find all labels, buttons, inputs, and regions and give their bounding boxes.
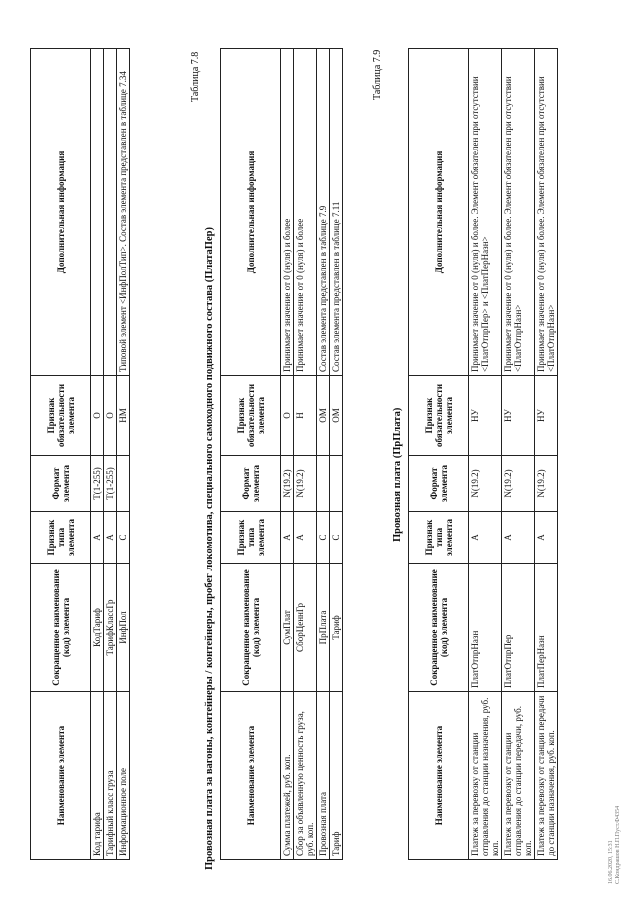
table-row [117, 49, 130, 860]
cell-name: Платеж за перевозку от станции передачи до станции назначения, руб. коп. [535, 692, 558, 860]
cell-format: T(1-255) [91, 456, 104, 512]
header-short: Сокращенное наименование (код) элемента [409, 564, 469, 692]
cell-short: КодТариф [91, 564, 104, 692]
cell-short: СумПлат [281, 564, 294, 692]
rotated-page-content [20, 10, 630, 890]
header-short: Сокращенное наименование (код) элемента [31, 564, 91, 692]
cell-format: N(19.2) [294, 456, 317, 512]
cell-info [104, 49, 117, 376]
header-required: Признак обязательности элемента [409, 376, 469, 456]
header-format: Формат элемента [221, 456, 281, 512]
header-format: Формат элемента [409, 456, 469, 512]
cell-name: Код тарифа [91, 692, 104, 860]
document-stamp [608, 806, 622, 884]
header-format: Формат элемента [31, 456, 91, 512]
cell-info: Состав элемента представлен в таблице 7.9 [317, 49, 330, 376]
cell-info: Принимает значение от 0 (нуля) и более [281, 49, 294, 376]
cell-info: Принимает значение от 0 (нуля) и более [294, 49, 317, 376]
cell-name: Провозная плата [317, 692, 330, 860]
cell-info: Принимает значение от 0 (нуля) и более. Элемент обязателен при отсутствии <ПлатОтпрНазн> [535, 49, 558, 376]
table-7-9-title: Провозная плата (ПрПлата) [392, 407, 403, 542]
cell-format [317, 456, 330, 512]
header-info: Дополнительная информация [409, 49, 469, 376]
cell-type: А [281, 512, 294, 564]
stamp-line-1: 16.06.2020, 15:31 [608, 840, 614, 884]
table-row [104, 49, 117, 860]
header-name: Наименование элемента [31, 692, 91, 860]
cell-type: А [535, 512, 558, 564]
cell-format: T(1-255) [104, 456, 117, 512]
cell-format: N(19.2) [281, 456, 294, 512]
cell-format [330, 456, 343, 512]
cell-info: Состав элемента представлен в таблице 7.11 [330, 49, 343, 376]
cell-type: А [294, 512, 317, 564]
cell-type: А [91, 512, 104, 564]
header-type: Признак типа элемента [31, 512, 91, 564]
cell-short: ПлатОтпрНазн [469, 564, 502, 692]
cell-required: НУ [502, 376, 535, 456]
cell-format: N(19.2) [535, 456, 558, 512]
table-row [317, 49, 330, 860]
table-row [330, 49, 343, 860]
table-row [91, 49, 104, 860]
cell-short: ПлатОтпрПер [502, 564, 535, 692]
cell-type: С [317, 512, 330, 564]
cell-type: А [104, 512, 117, 564]
cell-type: С [117, 512, 130, 564]
cell-short: ПлатПерНазн [535, 564, 558, 692]
table-row [294, 49, 317, 860]
header-name: Наименование элемента [409, 692, 469, 860]
cell-required: О [281, 376, 294, 456]
table-continuation [30, 48, 130, 860]
cell-short: ИнфПол [117, 564, 130, 692]
cell-name: Сбор за объявленную ценность груза, руб. коп. [294, 692, 317, 860]
table-row [469, 49, 502, 860]
header-required: Признак обязательности элемента [31, 376, 91, 456]
header-short: Сокращенное наименование (код) элемента [221, 564, 281, 692]
cell-short: ПрПлата [317, 564, 330, 692]
cell-name: Информационное поле [117, 692, 130, 860]
cell-info: Принимает значение от 0 (нуля) и более. Элемент обязателен при отсутствии <ПлатОтпрПер> и <ПлатПерНазн> [469, 49, 502, 376]
cell-name: Тарифный класс груза [104, 692, 117, 860]
cell-required: НУ [469, 376, 502, 456]
cell-name: Тариф [330, 692, 343, 860]
cell-info: Типовой элемент <ИнфПолТип>. Состав элемента представлен в таблице 7.34 [117, 49, 130, 376]
cell-required: ОМ [317, 376, 330, 456]
header-name: Наименование элемента [221, 692, 281, 860]
cell-short: Тариф [330, 564, 343, 692]
table-7-9 [408, 48, 558, 860]
cell-name: Сумма платежей, руб. коп. [281, 692, 294, 860]
cell-type: А [502, 512, 535, 564]
cell-format: N(19.2) [502, 456, 535, 512]
cell-required: Н [294, 376, 317, 456]
cell-short: СборЦеннГр [294, 564, 317, 692]
cell-info [91, 49, 104, 376]
table-row [281, 49, 294, 860]
stamp-line-2: С.Кондрашов Н.П.Пуст.Ф4354 [615, 805, 621, 884]
header-type: Признак типа элемента [409, 512, 469, 564]
header-info: Дополнительная информация [221, 49, 281, 376]
cell-required: О [104, 376, 117, 456]
table-7-8-label: Таблица 7.8 [190, 51, 201, 102]
cell-format: N(19.2) [469, 456, 502, 512]
table-row [535, 49, 558, 860]
header-type: Признак типа элемента [221, 512, 281, 564]
cell-info: Принимает значение от 0 (нуля) и более. Элемент обязателен при отсутствии <ПлатОтпрНазн> [502, 49, 535, 376]
cell-required: О [91, 376, 104, 456]
cell-name: Платеж за перевозку от станции отправления до станции передачи, руб. коп. [502, 692, 535, 860]
header-info: Дополнительная информация [31, 49, 91, 376]
cell-type: А [469, 512, 502, 564]
table-row [502, 49, 535, 860]
cell-name: Платеж за перевозку от станции отправления до станции назначения, руб. коп. [469, 692, 502, 860]
cell-required: НУ [535, 376, 558, 456]
cell-required: ОМ [330, 376, 343, 456]
cell-format [117, 456, 130, 512]
header-required: Признак обязательности элемента [221, 376, 281, 456]
cell-type: С [330, 512, 343, 564]
table-7-8 [220, 48, 343, 860]
cell-short: ТарифКлассГр [104, 564, 117, 692]
table-7-8-title: Провозная плата за вагоны, контейнеры / контейнеры, пробег локомотива, специального самоходного подвижного состава (ПлатаПер) [204, 227, 215, 870]
cell-required: НМ [117, 376, 130, 456]
table-7-9-label: Таблица 7.9 [372, 49, 383, 100]
